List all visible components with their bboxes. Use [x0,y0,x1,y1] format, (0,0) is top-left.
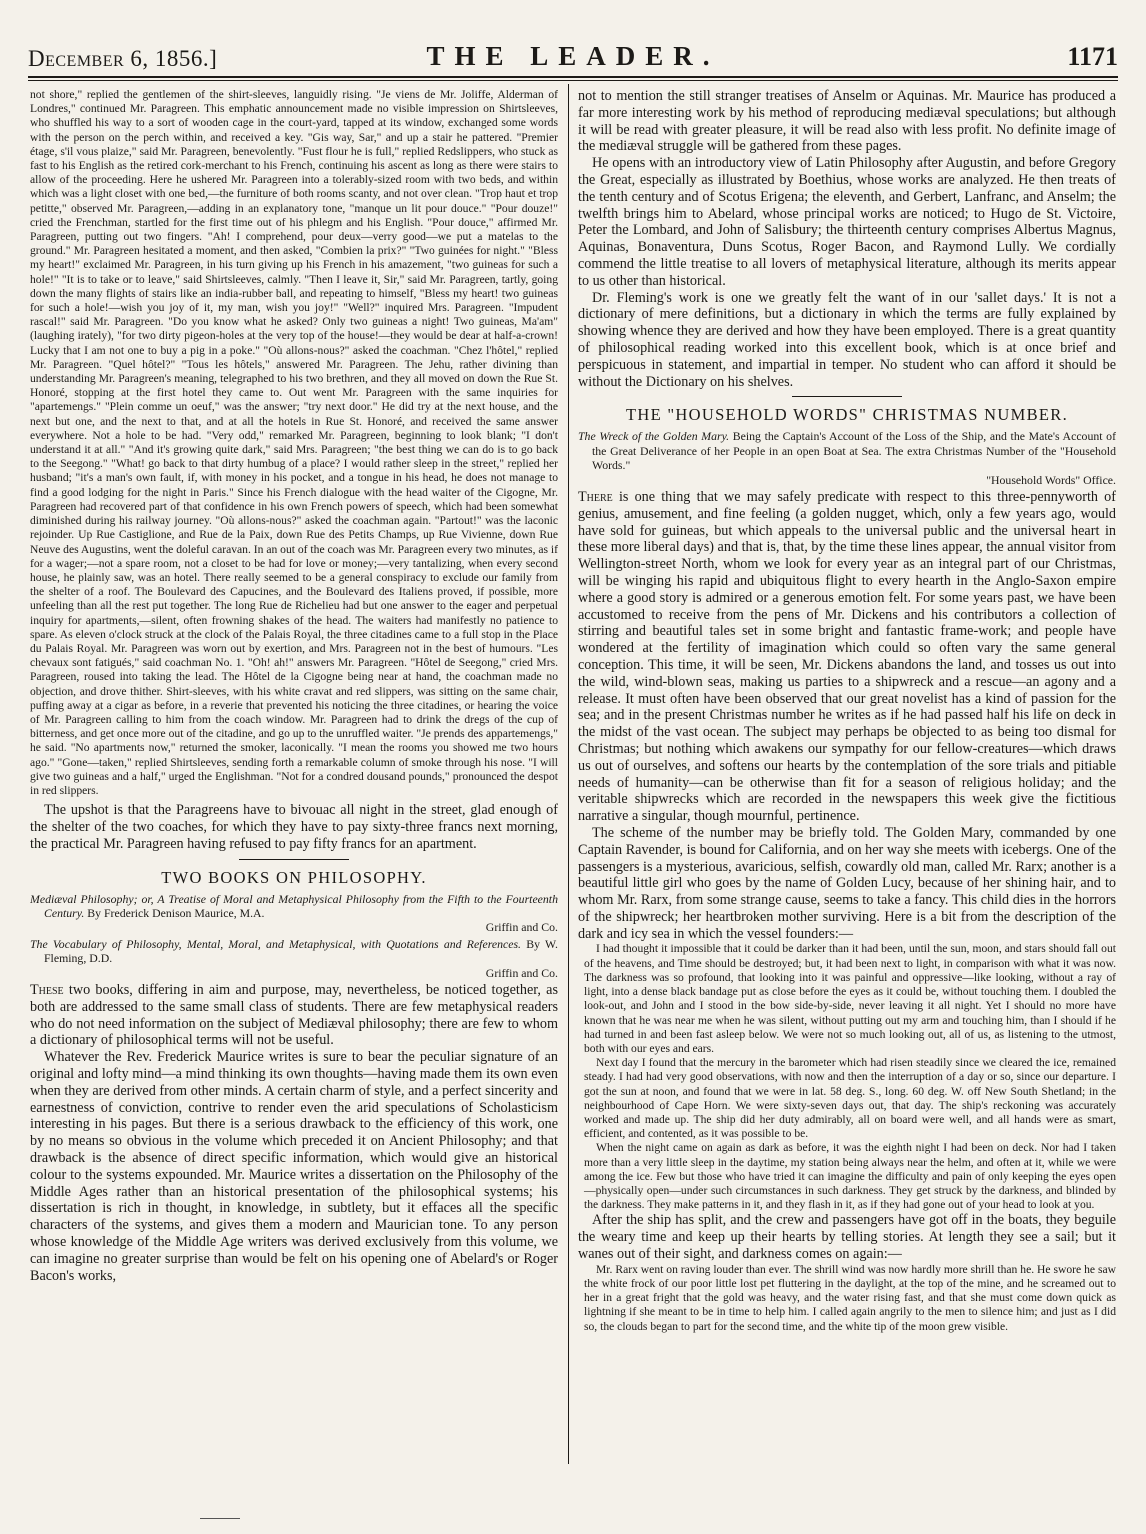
review-paragraph: Dr. Fleming's work is one we greatly felt the want of in our 'sallet days.' It is not a dictionary of mere definitions, but a dictionary in which the terms are fully explained by showing whence they are derived and how they have been employed. There is a great quantity of philosophical reading worked into this excellent book, which is at once brief and perspicuous in statement, and impartial in temper. No student who can afford it should be without the Dictionary on his shelves. [578,289,1116,390]
drop-word: These [30,981,64,998]
book-description: Being the Captain's Account of the Loss of the Ship, and the Mate's Account of the Great Deliverance of her People in an open Boat at Sea. The extra Christmas Number of the "Household Words." [592,429,1116,473]
review-paragraph: These two books, differing in aim and purpose, may, nevertheless, be noticed together, as both are addressed to the same small class of students. There are few metaphysical readers who do not need information on the subject of Mediæval philosophy; there are few to whom a dictionary of philosophical terms will not be useful. [30,981,558,1049]
book-title: The Wreck of the Golden Mary. [578,429,730,444]
right-column [578,88,1116,1468]
column-divider [568,84,569,1464]
review-paragraph: Whatever the Rev. Frederick Maurice writes is sure to bear the peculiar signature of an original and lofty mind—a mind thinking its own thoughts—having made them its own even when they are derived from other minds. A certain charm of style, and a perfect sincerity and earnestness of conviction, contrive to render even the arid speculations of Scholasticism interesting in his pages. But there is a serious drawback to the efficiency of this work, one by no means so obvious in the volume which preceded it on Ancient Philosophy; and that drawback is the absence of direct specific information, which would give an historical colour to the systems expounded. Mr. Maurice writes a dissertation on the Philosophy of the Middle Ages rather than an historical presentation of the philosophical systems; his dissertation is rich in thought, in knowledge, in subtlety, but it effaces all the specific characters of the systems, and gives them a modern and Maurician tone. To any person whose knowledge of the Middle Age writers was derived exclusively from this volume, we can imagine no greater surprise than would be felt on his opening one of Abelard's or Roger Bacon's works, [30,1049,558,1284]
section-ornament [792,396,902,399]
newspaper-title: THE LEADER. [426,41,720,71]
review-paragraph: The scheme of the number may be briefly told. The Golden Mary, commanded by one Captain Ravender, is bound for California, and on her way she meets with icebergs. One of the passengers is a mysterious, avaricious, selfish, cowardly old man, called Mr. Rarx; another is a beautiful little girl who goes by the name of Golden Lucy, because of her shining hair, and to whom Mr. Rarx, from some strange cause, seems to take a fancy. This child dies in the horrors of the shipwreck; her heartbroken mother surviving. Here is a bit from the description of the dark and icy sea in which the vessel founders:— [578,824,1116,942]
paragreen-story-conclusion: The upshot is that the Paragreens have to bivouac all night in the street, glad enough of the shelter of the two coaches, for which they have to pay sixty-three francs next morning, the practical Mr. Paragreen having refused to pay fifty francs for an apartment. [30,802,558,852]
philosophy-review-heading: TWO BOOKS ON PHILOSOPHY. [161,867,427,887]
masthead-rule [28,76,1118,78]
drop-word: There [578,488,613,505]
book-entry-golden-mary [578,429,1116,472]
book-author: By Frederick Denison Maurice, M.A. [87,905,265,920]
issue-date: December 6, 1856.] [28,46,218,71]
review-paragraph: After the ship has split, and the crew and passengers have got off in the boats, they beguile the weary time and keep up their hearts by telling stories. At length they see a sail; but it wanes out of their sight, and darkness comes on again:— [578,1212,1116,1262]
quoted-excerpt: I had thought it impossible that it could be darker than it had been, until the sun, moon, and stars should fall out of the heavens, and Time should be destroyed; but, it had been next to light, in comparison with what it was now. The darkness was so profound, that looking into it was painful and oppressive—like looking, without a ray of light, into a dense black bandage put as close before the eyes as it could be, without touching them. I doubled the look-out, and John and I stood in the bow side-by-side, never leaving it all night. Yet I should no more have known that he was near me when he was silent, without putting out my arm and touching him, than I should if he had turned in and been fast asleep below. We were not so much looking out, all of us, as listening to the utmost, both with our eyes and ears. [584,942,1116,1055]
book-title: Mediæval Philosophy; or, A Treatise of Moral and Metaphysical Philosophy from the Fifth to the Fourteenth Century. [30,891,558,920]
section-ornament [239,859,349,862]
masthead-rule-thin [28,80,1118,81]
review-paragraph: He opens with an introductory view of Latin Philosophy after Augustin, and before Gregory the Great, especially as illustrated by Boethius, whose works are analyzed. He then treats of the tenth century and of Scotus Erigena; the eleventh, and Gerbert, Lanfranc, and Anselm; the twelfth brings him to Abelard, whose principal works are noticed; to Hugo de St. Victoire, Peter the Lombard, and John of Salisbury; the thirteenth century comprises Albertus Magnus, Aquinas, Bonaventura, Duns Scotus, Roger Bacon, and Raymond Lully. We cordially commend the little treatise to all lovers of metaphysical literature, although its merits appear to us other than historical. [578,155,1116,289]
paragreen-story-text: not shore," replied the gentlemen of the shirt-sleeves, languidly rising. "Je viens de Mr. Joliffe, Alderman of Londres," continued Mr. Paragreen. This emphatic announcement made no visible impression on Shirtsleeves, who shuffled his way to a sort of wooden cage in the court-yard, tapped at its window, exchanged some words with the person on the perch within, and received a key. "Gis way, Sar," and up a stair he pattered. "Premier étage, s'il vous plaize," said Mr. Paragreen, benevolently. "Fust flour he is full," replied Redslippers, who stuck as fast to his English as the retired cork-merchant to his French, continuing his ascent as long as there were stairs to allow of the proceeding. Here he ushered Mr. Paragreen into a tolerably-sized room with two beds, and within which was a light closet with one bed,—the furniture of both rooms scanty, and not over clean. "Trop haut et trop petitte," observed Mr. Paragreen,—adding in an explanatory tone, "manque un lit pour douce." "Pour douze!" cried the Frenchman, startled for the first time out of his phlegm and his English. "Pour douce," affirmed Mr. Paragreen, putting out two fingers. "Ah! I comprehend, pour deux—verry good—we put a matelas to the ground." Mr. Paragreen hesitated a moment, and then asked, "Combien la prix?" "Two guinées for night." "Bless my heart!" exclaimed Mr. Paragreen, in his turn giving up his French in his amazement, "two guineas for such a hole!" "It is to take or to leave," said Shirtsleeves, calmly. "Then I leave it, Sir," said Mr. Paragreen, tartly, going down the many flights of stairs like an india-rubber ball, and repeating to himself, "Bless my heart! two guineas for such a hole!—wish you joy of it, my man, wish you joy!" "Well?" inquired Mrs. Paragreen. "Impudent rascal!" said Mr. Paragreen. "Do you know what he asked? Only two guineas a night! Two guineas, Ma'am" (laughing irately), "for two dirty pigeon-holes at the very top of the house!—they would be dear at half-a-crown! Lucky that I am not one to buy a pig in a poke." "Où allons-nous?" asked the coachman. "Chez l'hôtel," replied Mr. Paragreen. "Quel hôtel?" "Tous les hôtels," answered Mr. Paragreen. The Jehu, rather divining than understanding Mr. Paragreen's meaning, telegraphed to his two brethren, and they all moved on down the Rue St. Honoré, stopping at the first hotel they came to. Out went Mr. Paragreen with the same inquiries for "apartemengs." "Plein comme un oeuf," was the answer; "try next door." He did try at the next house, and the next but one, and the next to that, and at all the hotels in Rue St. Honoré, and received the same answer everywhere. Not a hole to be had. "Very odd," remarked Mr. Paragreen, beginning to look blank; "I don't understand it at all." "And it's growing quite dark," said Mrs. Paragreen; "the best thing we can do is to go back to the Seegong." "What! go back to that dirty humbug of a place? I would rather sleep in the street," replied her husband; "it's a man's own fault, if, with money in his pocket, and a tongue in his head, he does not manage to find a good lodging for the night in Paris." Since his French dialogue with the head waiter of the Cigogne, Mr. Paragreen had recovered part of that confidence in his own French powers of speech, which had been somewhat diminished during his railway journey. "Où allons-nous?" asked the coachman again. "Partout!" was the laconic rejoinder. Up Rue Castiglione, and Rue de la Paix, down Rue des Petits Champs, up Rue Vivienne, down Rue Neuve des Augustins, went the doleful caravan. In an out of the coach was Mr. Paragreen every two minutes, as if for a wager;—not a spare room, not a closet to be had for love or money;—very tantalizing, when every second house, he plainly saw, was an hotel. There really seemed to be a general conspiracy to exclude our family from the shelter of a roof. The Boulevard des Capucines, and the Boulevard des Italiens proved, if possible, more unfeeling than all the rest put together. The long Rue de Richelieu had but one answer to the eager and perpetual inquiry for apartments,—silent, often frowning shakes of the head. The waiters had manifestly no patience to spare. As eleven o'clock struck at the clock of the Palais Royal, the three citadines came to a full stop in the Place du Palais Royal. Mr. Paragreen was worn out by exertion, and Mrs. Paragreen not in the best of humours. "Les chevaux sont fatigués," said coachman No. 1. "Oh! ah!" answers Mr. Paragreen. "Hôtel de Seegong," cried Mrs. Paragreen, roused into taking the lead. The Hôtel de la Cigogne being near at hand, the coachman made no objection, and drove thither. Shirt-sleeves, with his white cravat and red slippers, was sitting on the same chair, puffing away at a cigar as before, in a reverie that prevented his noticing the three citadines, or hearing the voice of Mr. Paragreen calling to him from the coach window. Mr. Paragreen had to drink the dregs of the cup of bitterness, and get once more out of the citadine, and go up to the unruffled waiter. "Je prends des appartemengs," he said. "No apartments now," returned the smoker, laconically. "I mean the rooms you showed me two hours ago." "Gone—taken," replied Shirtsleeves, sending forth a remarkable column of smoke through his nose. "I will give two guineas and a half," urged the Englishman. "Not for a condred dousand pounds," pronounced the despot in red slippers. [30,88,558,797]
masthead [28,32,1118,72]
christmas-number-heading: THE "HOUSEHOLD WORDS" CHRISTMAS NUMBER. [625,405,1069,425]
quoted-excerpt: When the night came on again as dark as before, it was the eighth night I had been on deck. Nor had I taken more than a very little sleep in the daytime, my station being always near the helm, and often at it, while we were among the ice. Few but those who have tried it can imagine the difficulty and pain of only keeping the eyes open—physically open—under such circumstances in such darkness. They get struck by the darkness, and blinded by the darkness. They make patterns in it, and they flash in it, as if they had gone out of your head to look at you. [584,1141,1116,1212]
book-title: The Vocabulary of Philosophy, Mental, Moral, and Metaphysical, with Quotations and References. [30,936,522,951]
quoted-excerpt: Next day I found that the mercury in the barometer which had risen steadily since we cleared the ice, remained steady. I had had very good observations, with now and then the interruption of a day or so, since our departure. I got the sun at noon, and found that we were in lat. 58 deg. S., long. 60 deg. W. off New South Shetland; in the neighbourhood of Cape Horn. We were sixty-seven days out, that day. The ship's reckoning was accurately worked and made up. The ship did her duty admirably, all on board were well, and all hands were as smart, efficient, and contented, as it was possible to be. [584,1056,1116,1141]
book-publisher: Griffin and Co. [485,965,558,980]
review-paragraph: not to mention the still stranger treatises of Anselm or Aquinas. Mr. Maurice has produced a far more interesting work by his method of reproducing mediæval speculations; but although it will be read with greater pleasure, it will be read also with less profit. No definite image of the mediæval struggle will be gathered from these pages. [578,88,1116,155]
book-publisher: Griffin and Co. [485,920,558,935]
quoted-excerpt: Mr. Rarx went on raving louder than ever. The shrill wind was now hardly more shrill than he. He swore he saw the white frock of our poor little lost pet fluttering in the daylight, at the top of the mine, and he screamed out to her in a great fright that the gold was heavy, and the water rising fast, and that she must come down quick as lightning if she meant to be in time to help him. I called again angrily to the men to silence him; and just as I did so, the clouds began to part for the second time, and the white tip of the moon grew visible. [584,1262,1116,1333]
review-paragraph: There is one thing that we may safely predicate with respect to this three-pennyworth of genius, amusement, and fine feeling (a golden nugget, which, only a few years ago, would have sold for guineas, but which appeals to the universal public and the universal heart in these more liberal days) and that is, that, by the time these lines appear, the annual visitor from Wellington-street North, whom we look for every year as an integral part of our Christmas, will be winging his rapid and ubiquitous flight to every hearth in the Anglo-Saxon empire where a good story is admired or a generous emotion felt. For some years past, we have been accustomed to receive from the pens of Mr. Dickens and his contributors a collection of stirring and beautiful tales set in some bright and fantastic frame-work; and people have wondered at the fertility of imagination which could so often vary the same general conception. This time, it will be seen, Mr. Dickens abandons the land, and tosses us out into the wild, wind-blown seas, making us parties to a shipwreck and a rescue—an agony and a release. It must often have been observed that our great novelist has a kind of passion for the sea; and in the present Christmas number he writes as if he had passed half his life on deck in the midst of the vast ocean. The subject may perhaps be objected to as being too dismal for Christmas; but nothing which awakens our sympathy for our fellow-creatures—which draws us out of ourselves, and softens our hearts by the contemplation of the sore trials and pitiable needs of humanity—can be otherwise than fit for a season of religious holiday; and the veritable shipwrecks which are recorded in the newspapers this week give the fictitious narrative a singular, though mournful, pertinence. [578,488,1116,825]
book-author: By W. Fleming, D.D. [44,936,558,966]
left-column [30,88,558,1468]
book-entry-vocabulary [30,937,558,966]
page-foot-mark [200,1518,240,1519]
page-number: 1171 [1067,42,1118,71]
book-publisher: "Household Words" Office. [986,472,1116,487]
book-entry-medieval-philosophy [30,892,558,921]
